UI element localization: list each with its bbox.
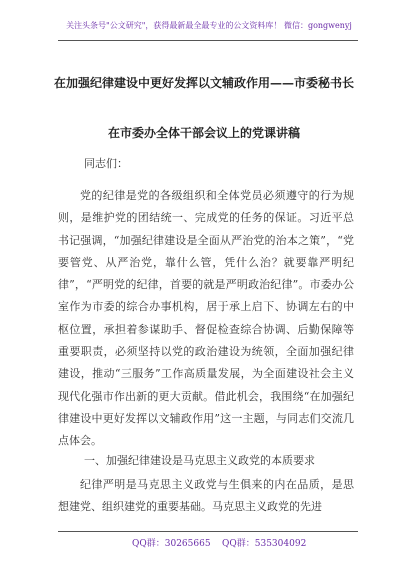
qq-group-1: QQ群：30265665: [132, 539, 211, 549]
salutation: 同志们：: [84, 157, 128, 170]
footer-divider: [58, 531, 358, 532]
qq-group-2: QQ群：535304092: [222, 539, 307, 549]
body-paragraph: 党的纪律是党的各级组织和全体党员必须遵守的行为规则，是维护党的团结统一、完成党的任务的保证。习近平总书记强调，“加强纪律建设是全面从严治党的治本之策”，“党要管党、从严治党，靠什么管，凭什么治？就要靠严明纪律”，“严明党的纪律，首要的就是严明政治纪律”。市委办公室作为市委的综合办事机构，居于承上启下、协调左右的中枢位置，承担着参谋助手、督促检查综合协调、后勤保障等重要职责，必须坚持以党的政治建设为统领，全面加强纪律建设，推动“三服务”工作高质量发展，为全面建设社会主义现代化强市作出新的更大贡献。借此机会，我围绕“在加强纪律建设中更好发挥以文辅政作用”这一主题，与同志们交流几点体会。: [58, 189, 354, 448]
body-paragraph: 纪律严明是马克思主义政党与生俱来的内在品质，是思想建党、组织建党的重要基础。马克思主义政党的先进: [58, 478, 354, 514]
document-subtitle: 在市委办全体干部会议上的党课讲稿: [107, 126, 300, 140]
section-heading: 一、加强纪律建设是马克思主义政党的本质要求: [84, 454, 315, 467]
top-banner: 关注头条号"公文研究"，获得最新最全最专业的公文资料库！ 微信：gongwenyj: [66, 21, 352, 30]
header-divider: [58, 40, 358, 41]
document-title: 在加强纪律建设中更好发挥以文辅政作用——市委秘书长: [53, 76, 354, 90]
